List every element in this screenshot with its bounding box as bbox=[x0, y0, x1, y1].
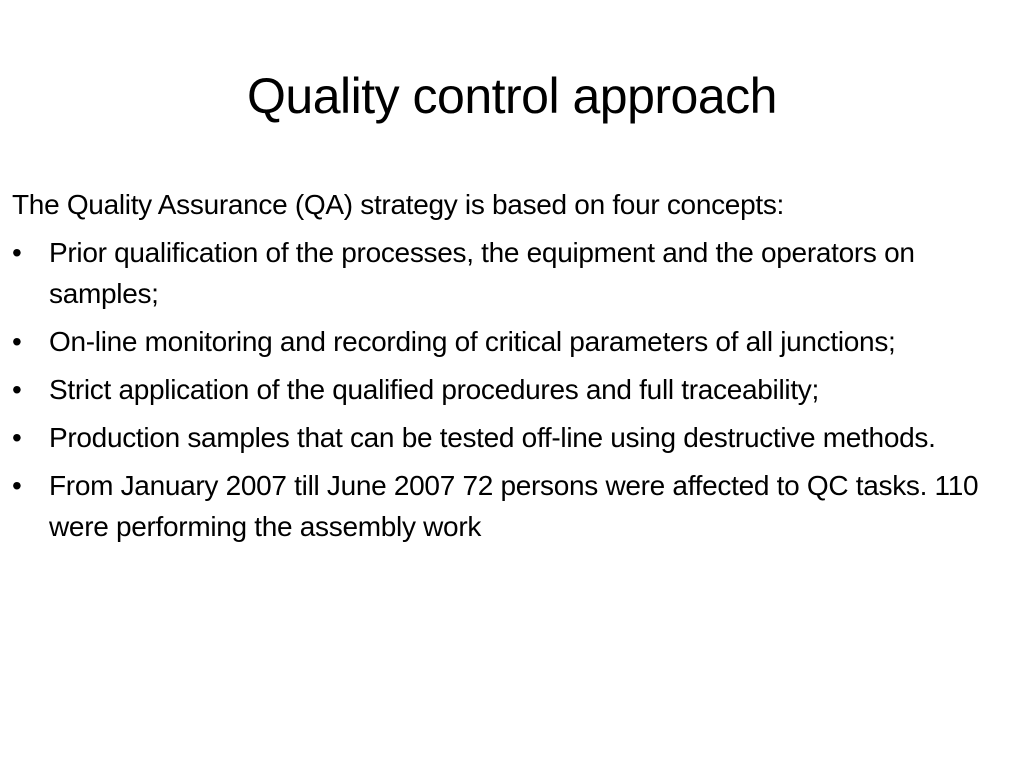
bullet-dot-icon: • bbox=[12, 326, 22, 357]
bullet-list bbox=[12, 232, 1012, 547]
list-item bbox=[12, 321, 1012, 362]
bullet-dot-icon: • bbox=[12, 237, 22, 268]
slide-title: Quality control approach bbox=[247, 68, 777, 124]
bullet-dot-icon: • bbox=[12, 470, 22, 501]
bullet-dot-icon: • bbox=[12, 374, 22, 405]
list-item-text: From January 2007 till June 2007 72 persons were affected to QC tasks. 110 were performing the assembly work bbox=[49, 470, 979, 542]
list-item-text: Production samples that can be tested off-line using destructive methods. bbox=[49, 422, 936, 453]
bullet-dot-icon: • bbox=[12, 422, 22, 453]
list-item-text: On-line monitoring and recording of critical parameters of all junctions; bbox=[49, 326, 896, 357]
list-item bbox=[12, 417, 1012, 458]
slide-body bbox=[12, 184, 1012, 554]
intro-text: The Quality Assurance (QA) strategy is based on four concepts: bbox=[12, 189, 785, 220]
list-item bbox=[12, 465, 1012, 547]
list-item bbox=[12, 369, 1012, 410]
list-item-text: Prior qualification of the processes, the equipment and the operators on samples; bbox=[49, 237, 915, 309]
list-item bbox=[12, 232, 1012, 314]
list-item-text: Strict application of the qualified procedures and full traceability; bbox=[49, 374, 819, 405]
